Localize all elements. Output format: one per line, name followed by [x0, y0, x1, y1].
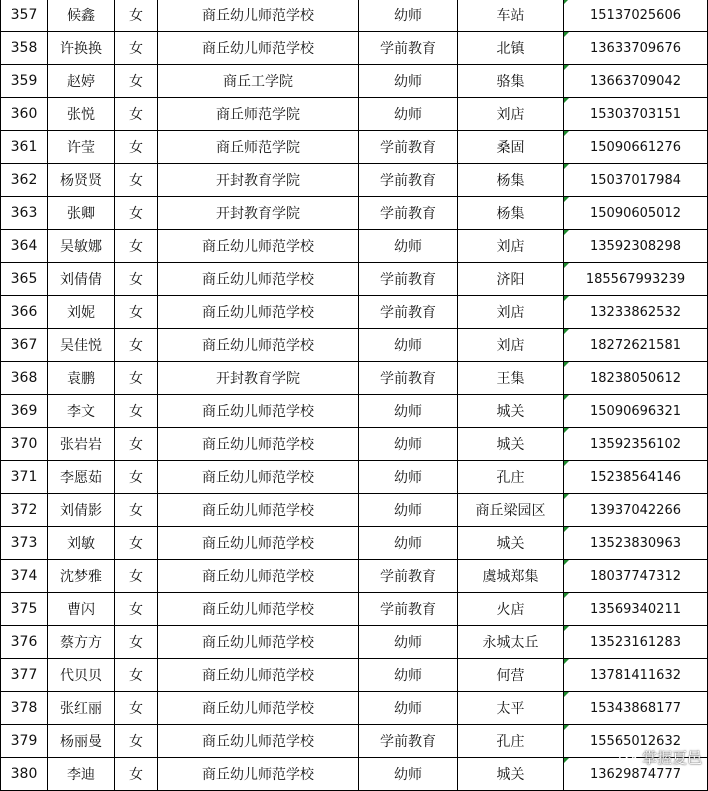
cell-major: 幼师 [359, 230, 458, 263]
cell-town: 车站 [458, 0, 564, 32]
cell-phone: 13569340211 [564, 593, 708, 626]
cell-town: 城关 [458, 395, 564, 428]
wechat-icon [618, 748, 638, 768]
cell-major: 学前教育 [359, 197, 458, 230]
cell-number: 357 [1, 0, 48, 32]
cell-major: 学前教育 [359, 263, 458, 296]
cell-major: 幼师 [359, 758, 458, 791]
table-row [1, 98, 708, 131]
table-row [1, 263, 708, 296]
cell-gender: 女 [115, 527, 158, 560]
cell-gender: 女 [115, 494, 158, 527]
cell-gender: 女 [115, 0, 158, 32]
cell-major: 学前教育 [359, 725, 458, 758]
cell-number: 362 [1, 164, 48, 197]
cell-school: 商丘工学院 [158, 65, 359, 98]
cell-town: 北镇 [458, 32, 564, 65]
cell-town: 太平 [458, 692, 564, 725]
cell-number: 374 [1, 560, 48, 593]
cell-gender: 女 [115, 131, 158, 164]
cell-town: 刘店 [458, 230, 564, 263]
cell-gender: 女 [115, 164, 158, 197]
cell-major: 幼师 [359, 65, 458, 98]
cell-school: 商丘幼儿师范学校 [158, 230, 359, 263]
table-row [1, 329, 708, 362]
cell-school: 商丘幼儿师范学校 [158, 428, 359, 461]
cell-school: 开封教育学院 [158, 164, 359, 197]
cell-town: 火店 [458, 593, 564, 626]
cell-phone: 18037747312 [564, 560, 708, 593]
cell-phone: 15343868177 [564, 692, 708, 725]
cell-gender: 女 [115, 197, 158, 230]
cell-major: 幼师 [359, 659, 458, 692]
cell-gender: 女 [115, 593, 158, 626]
table-row [1, 164, 708, 197]
cell-phone: 13592356102 [564, 428, 708, 461]
cell-major: 幼师 [359, 329, 458, 362]
cell-number: 378 [1, 692, 48, 725]
cell-phone: 185567993239 [564, 263, 708, 296]
cell-phone: 13781411632 [564, 659, 708, 692]
cell-school: 商丘幼儿师范学校 [158, 263, 359, 296]
cell-number: 379 [1, 725, 48, 758]
cell-major: 学前教育 [359, 32, 458, 65]
cell-number: 380 [1, 758, 48, 791]
cell-name: 李文 [48, 395, 115, 428]
table-row [1, 296, 708, 329]
cell-school: 商丘幼儿师范学校 [158, 560, 359, 593]
cell-name: 代贝贝 [48, 659, 115, 692]
table-row [1, 626, 708, 659]
table-row [1, 230, 708, 263]
table-row [1, 527, 708, 560]
cell-school: 商丘幼儿师范学校 [158, 296, 359, 329]
table-row [1, 362, 708, 395]
cell-major: 幼师 [359, 692, 458, 725]
cell-major: 学前教育 [359, 560, 458, 593]
cell-number: 361 [1, 131, 48, 164]
cell-name: 许莹 [48, 131, 115, 164]
cell-number: 359 [1, 65, 48, 98]
cell-gender: 女 [115, 692, 158, 725]
cell-number: 358 [1, 32, 48, 65]
cell-gender: 女 [115, 230, 158, 263]
cell-phone: 13233862532 [564, 296, 708, 329]
cell-school: 商丘幼儿师范学校 [158, 32, 359, 65]
cell-phone: 15037017984 [564, 164, 708, 197]
cell-town: 刘店 [458, 329, 564, 362]
cell-number: 372 [1, 494, 48, 527]
table-row [1, 461, 708, 494]
table-row [1, 197, 708, 230]
cell-gender: 女 [115, 758, 158, 791]
cell-major: 幼师 [359, 98, 458, 131]
cell-school: 商丘幼儿师范学校 [158, 329, 359, 362]
table-row [1, 428, 708, 461]
cell-major: 幼师 [359, 527, 458, 560]
cell-phone: 15090605012 [564, 197, 708, 230]
cell-name: 杨丽曼 [48, 725, 115, 758]
table-row [1, 659, 708, 692]
cell-major: 学前教育 [359, 593, 458, 626]
cell-number: 366 [1, 296, 48, 329]
cell-name: 袁鹏 [48, 362, 115, 395]
watermark-text: 掌握夏邑 [641, 749, 702, 767]
cell-gender: 女 [115, 296, 158, 329]
cell-name: 李愿茹 [48, 461, 115, 494]
cell-gender: 女 [115, 395, 158, 428]
cell-gender: 女 [115, 32, 158, 65]
cell-school: 商丘幼儿师范学校 [158, 593, 359, 626]
table-row [1, 131, 708, 164]
cell-name: 许换换 [48, 32, 115, 65]
cell-name: 张悦 [48, 98, 115, 131]
cell-town: 杨集 [458, 197, 564, 230]
table-row [1, 692, 708, 725]
cell-school: 商丘幼儿师范学校 [158, 527, 359, 560]
table-row [1, 758, 708, 791]
cell-town: 虞城郑集 [458, 560, 564, 593]
cell-name: 刘倩倩 [48, 263, 115, 296]
cell-town: 杨集 [458, 164, 564, 197]
cell-town: 孔庄 [458, 725, 564, 758]
cell-town: 骆集 [458, 65, 564, 98]
table-row [1, 725, 708, 758]
cell-number: 364 [1, 230, 48, 263]
cell-town: 城关 [458, 758, 564, 791]
cell-number: 375 [1, 593, 48, 626]
table-row [1, 395, 708, 428]
cell-phone: 18238050612 [564, 362, 708, 395]
cell-phone: 13633709676 [564, 32, 708, 65]
cell-name: 刘敏 [48, 527, 115, 560]
cell-town: 永城太丘 [458, 626, 564, 659]
cell-name: 张岩岩 [48, 428, 115, 461]
cell-name: 候鑫 [48, 0, 115, 32]
cell-phone: 18272621581 [564, 329, 708, 362]
cell-gender: 女 [115, 98, 158, 131]
cell-school: 商丘幼儿师范学校 [158, 494, 359, 527]
cell-phone: 13629874777 [564, 758, 708, 791]
cell-number: 360 [1, 98, 48, 131]
table-row [1, 494, 708, 527]
cell-major: 学前教育 [359, 296, 458, 329]
watermark [618, 747, 702, 768]
cell-major: 幼师 [359, 626, 458, 659]
cell-town: 城关 [458, 428, 564, 461]
cell-number: 373 [1, 527, 48, 560]
cell-number: 376 [1, 626, 48, 659]
cell-school: 商丘幼儿师范学校 [158, 395, 359, 428]
cell-name: 吴敏娜 [48, 230, 115, 263]
cell-school: 开封教育学院 [158, 197, 359, 230]
cell-name: 张红丽 [48, 692, 115, 725]
cell-school: 商丘幼儿师范学校 [158, 659, 359, 692]
cell-school: 商丘幼儿师范学校 [158, 0, 359, 32]
cell-phone: 15303703151 [564, 98, 708, 131]
cell-gender: 女 [115, 461, 158, 494]
cell-phone: 13523830963 [564, 527, 708, 560]
cell-name: 张卿 [48, 197, 115, 230]
cell-gender: 女 [115, 362, 158, 395]
cell-name: 刘妮 [48, 296, 115, 329]
cell-town: 刘店 [458, 98, 564, 131]
cell-town: 城关 [458, 527, 564, 560]
cell-town: 刘店 [458, 296, 564, 329]
cell-school: 商丘师范学院 [158, 131, 359, 164]
cell-major: 学前教育 [359, 164, 458, 197]
cell-number: 365 [1, 263, 48, 296]
cell-number: 367 [1, 329, 48, 362]
cell-phone: 13523161283 [564, 626, 708, 659]
cell-phone: 15137025606 [564, 0, 708, 32]
cell-phone: 15565012632 [564, 725, 708, 758]
cell-town: 孔庄 [458, 461, 564, 494]
table-row [1, 65, 708, 98]
cell-school: 商丘师范学院 [158, 98, 359, 131]
cell-name: 蔡方方 [48, 626, 115, 659]
cell-major: 幼师 [359, 428, 458, 461]
cell-major: 幼师 [359, 0, 458, 32]
cell-phone: 15090661276 [564, 131, 708, 164]
cell-town: 商丘梁园区 [458, 494, 564, 527]
cell-town: 王集 [458, 362, 564, 395]
cell-major: 学前教育 [359, 362, 458, 395]
cell-name: 曹闪 [48, 593, 115, 626]
table-row [1, 593, 708, 626]
cell-gender: 女 [115, 329, 158, 362]
cell-name: 沈梦雅 [48, 560, 115, 593]
cell-gender: 女 [115, 659, 158, 692]
cell-number: 368 [1, 362, 48, 395]
cell-phone: 15090696321 [564, 395, 708, 428]
cell-number: 370 [1, 428, 48, 461]
cell-town: 济阳 [458, 263, 564, 296]
cell-number: 377 [1, 659, 48, 692]
cell-phone: 13937042266 [564, 494, 708, 527]
cell-school: 商丘幼儿师范学校 [158, 626, 359, 659]
cell-number: 371 [1, 461, 48, 494]
table-row [1, 0, 708, 32]
cell-major: 幼师 [359, 395, 458, 428]
cell-gender: 女 [115, 626, 158, 659]
cell-gender: 女 [115, 65, 158, 98]
cell-phone: 13592308298 [564, 230, 708, 263]
cell-phone: 13663709042 [564, 65, 708, 98]
cell-town: 何营 [458, 659, 564, 692]
cell-school: 商丘幼儿师范学校 [158, 725, 359, 758]
cell-major: 幼师 [359, 494, 458, 527]
cell-school: 商丘幼儿师范学校 [158, 461, 359, 494]
cell-major: 学前教育 [359, 131, 458, 164]
cell-number: 369 [1, 395, 48, 428]
cell-name: 赵婷 [48, 65, 115, 98]
table-body [1, 0, 708, 791]
cell-phone: 15238564146 [564, 461, 708, 494]
cell-school: 开封教育学院 [158, 362, 359, 395]
cell-name: 刘倩影 [48, 494, 115, 527]
cell-name: 李迪 [48, 758, 115, 791]
cell-gender: 女 [115, 428, 158, 461]
cell-name: 吴佳悦 [48, 329, 115, 362]
cell-name: 杨贤贤 [48, 164, 115, 197]
cell-school: 商丘幼儿师范学校 [158, 692, 359, 725]
cell-town: 桑固 [458, 131, 564, 164]
table-row [1, 560, 708, 593]
table-row [1, 32, 708, 65]
cell-gender: 女 [115, 263, 158, 296]
cell-gender: 女 [115, 560, 158, 593]
cell-gender: 女 [115, 725, 158, 758]
cell-number: 363 [1, 197, 48, 230]
cell-major: 幼师 [359, 461, 458, 494]
cell-school: 商丘幼儿师范学校 [158, 758, 359, 791]
